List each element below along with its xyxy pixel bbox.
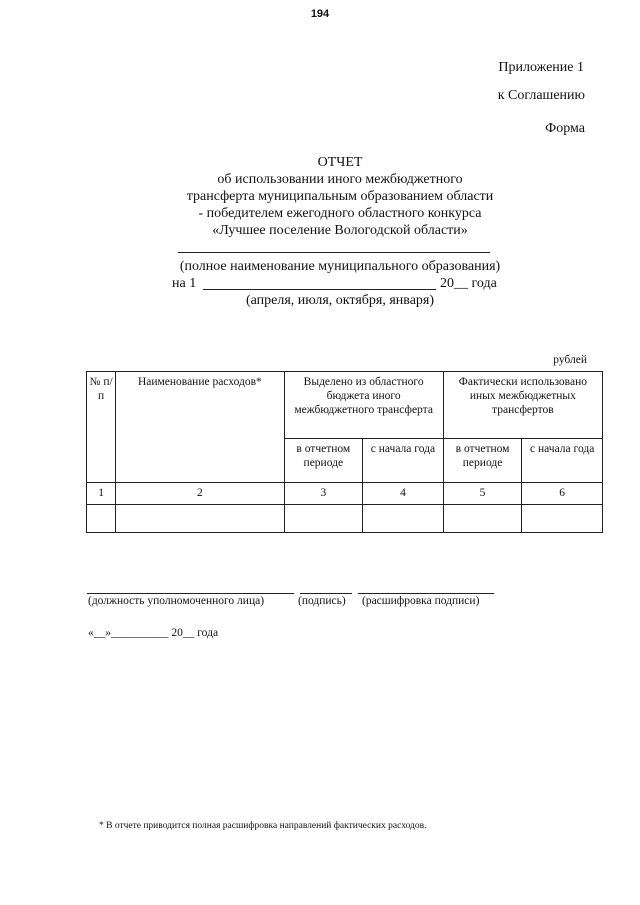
col-number: 5: [443, 483, 522, 505]
signature-caption: (подпись): [298, 595, 346, 607]
date-caption: (апреля, июля, октября, января): [245, 293, 435, 308]
units-label: рублей: [553, 354, 587, 366]
report-title: ОТЧЕТ: [317, 155, 363, 170]
date-prefix: на 1: [172, 276, 197, 291]
appendix-label: Приложение 1: [498, 60, 584, 75]
col-number: 1: [87, 483, 116, 505]
empty-cell: [522, 505, 603, 533]
position-line: [87, 593, 294, 594]
signature-line: [300, 593, 352, 594]
report-subtitle-3: - победителем ежегодного областного конкурса: [198, 206, 482, 221]
header-allocated: Выделено из областного бюджета иного межбюджетного трансферта: [284, 372, 443, 439]
report-table: [86, 371, 603, 533]
position-caption: (должность уполномоченного лица): [88, 595, 265, 607]
col-number: 6: [522, 483, 603, 505]
report-subtitle-4: «Лучшее поселение Вологодской области»: [212, 223, 468, 238]
form-label: Форма: [545, 121, 585, 136]
subheader-used-year: с начала года: [522, 439, 603, 483]
municipality-caption: (полное наименование муниципального образования): [179, 259, 501, 274]
subheader-allocated-year: с начала года: [363, 439, 444, 483]
header-used: Фактически использовано иных межбюджетных трансфертов: [443, 372, 602, 439]
report-subtitle-2: трансферта муниципальным образованием области: [186, 189, 494, 204]
empty-cell: [87, 505, 116, 533]
subheader-allocated-period: в отчетном периоде: [284, 439, 363, 483]
col-number: 3: [284, 483, 363, 505]
signature-date: «__»__________ 20__ года: [88, 627, 219, 639]
subheader-used-period: в отчетном периоде: [443, 439, 522, 483]
date-blank-line: [203, 289, 436, 290]
header-num: № п/п: [87, 372, 116, 483]
report-subtitle-1: об использовании иного межбюджетного: [217, 172, 463, 187]
col-number: 2: [116, 483, 284, 505]
agreement-label: к Соглашению: [497, 88, 585, 103]
empty-cell: [284, 505, 363, 533]
header-name: Наименование расходов*: [116, 372, 284, 483]
date-year: 20__ года: [440, 276, 497, 291]
empty-cell: [443, 505, 522, 533]
municipality-blank-line: [178, 252, 490, 253]
empty-cell: [116, 505, 284, 533]
page-number: 194: [310, 8, 330, 20]
table-row: [87, 505, 603, 533]
decode-line: [358, 593, 494, 594]
col-number: 4: [363, 483, 444, 505]
decode-caption: (расшифровка подписи): [362, 595, 480, 607]
footnote: * В отчете приводится полная расшифровка направлений фактических расходов.: [99, 821, 427, 831]
empty-cell: [363, 505, 444, 533]
